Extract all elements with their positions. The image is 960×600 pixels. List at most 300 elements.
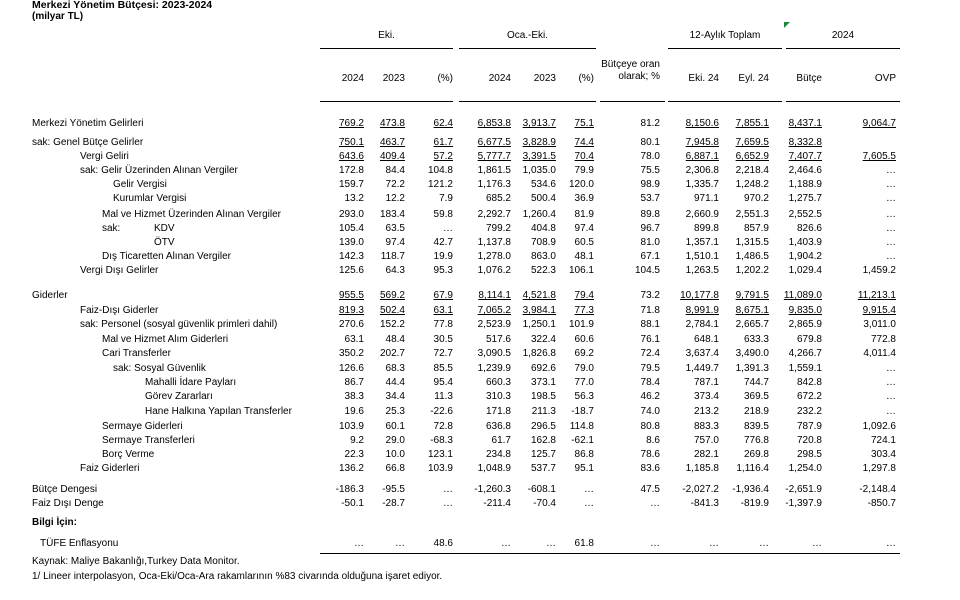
table-cell: -70.4 [533,498,556,509]
table-cell: 3,913.7 [522,118,556,129]
table-cell: 1,035.0 [522,165,556,176]
row-label: sak: [102,223,121,234]
table-cell: 48.4 [385,334,405,345]
table-cell: 970.2 [743,193,769,204]
table-cell: 97.4 [385,237,405,248]
table-cell: 269.8 [743,449,769,460]
table-cell: 373.4 [693,391,719,402]
table-cell: 232.2 [796,406,822,417]
table-cell: 95.1 [574,463,594,474]
table-cell: 22.3 [344,449,364,460]
table-cell: 120.0 [568,179,594,190]
table-cell: 720.8 [796,435,822,446]
table-cell: 103.9 [338,421,364,432]
row-label: sak: Genel Bütçe Gelirler [32,137,144,148]
table-cell: 8,991.9 [685,305,719,316]
table-cell: … [812,538,822,549]
column-group-header: Oca.-Eki. [506,30,549,41]
table-cell: 1,278.0 [477,251,511,262]
table-cell: 9,915.4 [862,305,896,316]
table-cell: 679.8 [796,334,822,345]
column-group-header: 12-Aylık Toplam [689,30,761,41]
table-cell: 202.7 [379,348,405,359]
row-label: Sermaye Giderleri [102,421,183,432]
table-cell: 88.1 [640,319,660,330]
table-cell: 11.3 [434,391,453,402]
table-cell: 10.0 [385,449,405,460]
cell-comment-marker [784,22,790,28]
table-cell: 1,239.9 [477,363,511,374]
table-cell: 96.7 [640,223,660,234]
table-cell: 2,551.3 [735,209,769,220]
table-cell: 74.0 [640,406,660,417]
table-cell: … [584,498,594,509]
table-cell: 162.8 [530,435,556,446]
table-cell: 1,250.1 [522,319,556,330]
column-header: (%) [437,73,453,84]
table-cell: 72.7 [433,348,453,359]
table-cell: 13.2 [344,193,364,204]
table-cell: 3,984.1 [522,305,556,316]
table-cell: -186.3 [335,484,364,495]
column-header: Eyl. 24 [738,73,769,84]
table-cell: 80.8 [640,421,660,432]
row-label: Cari Transferler [102,348,171,359]
table-cell: 1,248.2 [735,179,769,190]
table-cell: 537.7 [530,463,556,474]
table-cell: 71.8 [640,305,660,316]
table-cell: 10,177.8 [680,290,719,301]
table-cell: 61.7 [433,137,453,148]
table-cell: -1,397.9 [785,498,822,509]
row-label: Bütçe Dengesi [32,484,98,495]
table-cell: 842.8 [796,377,822,388]
column-header: 2023 [382,73,405,84]
table-cell: 463.7 [379,137,405,148]
table-cell: 81.0 [640,237,660,248]
table-cell: -608.1 [527,484,556,495]
table-cell: 171.8 [485,406,511,417]
table-cell: 7,605.5 [862,151,896,162]
table-cell: … [443,484,453,495]
table-cell: 83.6 [640,463,660,474]
table-cell: -62.1 [571,435,594,446]
table-cell: 1,275.7 [788,193,822,204]
table-cell: 86.7 [344,377,364,388]
table-cell: 1,263.5 [685,265,719,276]
table-cell: 11,089.0 [783,290,822,301]
table-cell: … [443,498,453,509]
column-header: 2024 [488,73,511,84]
table-cell: 8,437.1 [788,118,822,129]
table-cell: 38.3 [344,391,364,402]
row-label: ÖTV [154,237,175,248]
table-cell: … [759,538,769,549]
table-cell: 303.4 [870,449,896,460]
table-cell: 136.2 [338,463,364,474]
table-cell: 7.9 [439,193,453,204]
row-label: Bilgi İçin: [32,517,77,528]
table-cell: 3,090.5 [477,348,511,359]
table-cell: 769.2 [338,118,364,129]
table-cell: 1,185.8 [685,463,719,474]
table-cell: 1,357.1 [685,237,719,248]
table-cell: 60.6 [574,334,594,345]
table-cell: 787.9 [796,421,822,432]
column-header: Bütçe [796,73,822,84]
table-cell: 2,552.5 [788,209,822,220]
row-label: Mal ve Hizmet Alım Giderleri [102,334,229,345]
table-cell: 819.3 [338,305,364,316]
table-cell: 2,523.9 [477,319,511,330]
table-cell: 8.6 [646,435,660,446]
table-cell: 1,826.8 [522,348,556,359]
table-cell: -2,148.4 [859,484,896,495]
table-cell: -2,027.2 [682,484,719,495]
column-header: 2024 [341,73,364,84]
row-label: Mal ve Hizmet Üzerinden Alınan Vergiler [102,209,281,220]
table-cell: 1,510.1 [685,251,719,262]
table-cell: 59.8 [433,209,453,220]
table-cell: 48.1 [574,251,594,262]
table-cell: 373.1 [530,377,556,388]
table-cell: 118.7 [380,251,405,262]
table-cell: 6,887.1 [685,151,719,162]
column-header: 2023 [533,73,556,84]
table-cell: 56.3 [574,391,594,402]
table-cell: … [395,538,405,549]
table-cell: 106.1 [568,265,594,276]
row-label: Vergi Dışı Gelirler [80,265,159,276]
table-cell: 61.8 [574,538,594,549]
table-cell: 78.0 [640,151,660,162]
column-header: OVP [874,73,896,84]
row-label: Giderler [32,290,68,301]
table-cell: 3,828.9 [522,137,556,148]
table-cell: 53.7 [640,193,660,204]
table-cell: … [584,484,594,495]
table-unit: (milyar TL) [32,11,84,22]
table-cell: 101.9 [568,319,594,330]
table-cell: … [650,538,660,549]
table-cell: 3,490.0 [735,348,769,359]
table-cell: 1,559.1 [788,363,822,374]
table-cell: … [886,193,896,204]
table-cell: 2,665.7 [735,319,769,330]
row-label: Hane Halkına Yapılan Transferler [145,406,292,417]
table-cell: 62.4 [433,118,453,129]
table-cell: 104.5 [634,265,660,276]
table-cell: … [546,538,556,549]
table-cell: 80.1 [640,137,660,148]
column-group-header: 2024 [831,30,855,41]
table-cell: 1,335.7 [685,179,719,190]
table-cell: 473.8 [379,118,405,129]
table-cell: 98.9 [640,179,660,190]
rule-line [786,48,900,49]
row-label: Faiz Giderleri [80,463,140,474]
table-cell: -18.7 [571,406,594,417]
table-cell: 105.4 [338,223,364,234]
table-cell: 2,865.9 [788,319,822,330]
table-cell: 310.3 [485,391,511,402]
table-cell: 971.1 [693,193,719,204]
table-cell: … [886,209,896,220]
table-cell: 4,521.8 [522,290,556,301]
table-cell: … [354,538,364,549]
table-cell: 3,637.4 [685,348,719,359]
table-cell: 6,853.8 [477,118,511,129]
table-cell: 8,150.6 [685,118,719,129]
table-cell: 139.0 [338,237,364,248]
table-cell: 404.8 [530,223,556,234]
column-group-header: Eki. [378,30,395,41]
table-cell: 198.5 [530,391,556,402]
rule-line [459,48,596,49]
table-cell: 60.5 [574,237,594,248]
table-cell: 4,011.4 [863,348,896,359]
table-cell: 79.0 [574,363,594,374]
table-cell: 643.6 [338,151,364,162]
table-cell: 1,076.2 [477,265,511,276]
table-cell: … [501,538,511,549]
table-cell: 97.4 [574,223,594,234]
table-cell: 1,459.2 [862,265,896,276]
table-cell: 42.7 [433,237,453,248]
table-cell: 69.2 [574,348,594,359]
table-cell: 126.6 [338,363,364,374]
table-cell: -2,651.9 [785,484,822,495]
table-cell: 79.5 [640,363,660,374]
table-cell: 89.8 [640,209,660,220]
table-cell: 79.9 [574,165,594,176]
table-cell: 6,677.5 [477,137,511,148]
table-cell: 883.3 [693,421,719,432]
table-cell: 19.9 [433,251,453,262]
table-cell: … [443,223,453,234]
table-cell: … [886,406,896,417]
table-cell: -28.7 [382,498,405,509]
table-cell: 1,315.5 [735,237,769,248]
table-cell: 522.3 [530,265,556,276]
table-cell: 63.5 [385,223,405,234]
table-cell: 899.8 [693,223,719,234]
table-cell: 1,048.9 [477,463,511,474]
table-cell: 159.7 [338,179,364,190]
table-cell: 9,791.5 [735,290,769,301]
row-label: Borç Verme [102,449,155,460]
table-cell: 114.8 [569,421,594,432]
table-cell: 152.2 [379,319,405,330]
table-cell: 57.2 [433,151,453,162]
table-cell: … [886,377,896,388]
table-cell: -50.1 [341,498,364,509]
table-cell: 9.2 [350,435,364,446]
table-cell: 36.9 [574,193,594,204]
row-label: sak: Gelir Üzerinden Alınan Vergiler [80,165,238,176]
table-cell: … [886,363,896,374]
table-cell: 517.6 [485,334,511,345]
table-cell: 1,260.4 [522,209,556,220]
table-cell: 7,659.5 [735,137,769,148]
table-cell: 72.4 [640,348,660,359]
table-cell: 409.4 [379,151,405,162]
table-cell: 30.5 [433,334,453,345]
table-cell: 293.0 [338,209,364,220]
table-cell: 955.5 [338,290,364,301]
table-cell: 60.1 [385,421,405,432]
table-cell: 63.1 [433,305,453,316]
table-cell: 633.3 [743,334,769,345]
table-cell: 7,065.2 [477,305,511,316]
table-cell: 1,297.8 [862,463,896,474]
table-cell: 2,292.7 [477,209,511,220]
table-cell: 744.7 [743,377,769,388]
table-cell: -841.3 [690,498,719,509]
row-label: KDV [154,223,175,234]
table-cell: 9,835.0 [788,305,822,316]
table-cell: 1,188.9 [788,179,822,190]
table-cell: 724.1 [870,435,896,446]
table-cell: 103.9 [427,463,453,474]
table-cell: 11,213.1 [857,290,896,301]
table-cell: 7,945.8 [685,137,719,148]
table-cell: -1,936.4 [732,484,769,495]
table-cell: 79.4 [574,290,594,301]
table-cell: 3,391.5 [522,151,556,162]
table-cell: 757.0 [693,435,719,446]
table-cell: 2,218.4 [735,165,769,176]
table-cell: -819.9 [740,498,769,509]
table-cell: 72.8 [433,421,453,432]
table-cell: … [886,391,896,402]
table-cell: 648.1 [693,334,719,345]
table-cell: … [709,538,719,549]
row-label: Merkezi Yönetim Gelirleri [32,118,144,129]
table-cell: 213.2 [693,406,719,417]
table-cell: 787.1 [693,377,719,388]
table-cell: 46.2 [640,391,660,402]
table-cell: 123.1 [427,449,453,460]
row-label: Mahalli İdare Payları [145,377,237,388]
table-cell: 322.4 [530,334,556,345]
rule-line [786,101,900,102]
table-cell: -850.7 [867,498,896,509]
rule-line [320,101,453,102]
row-label: sak: Sosyal Güvenlik [113,363,206,374]
table-cell: 81.9 [574,209,594,220]
table-cell: … [886,165,896,176]
table-cell: 569.2 [379,290,405,301]
row-label: sak: Personel (sosyal güvenlik primleri dahil) [80,319,278,330]
table-cell: 172.8 [338,165,364,176]
table-cell: 1,176.3 [477,179,511,190]
table-cell: … [886,237,896,248]
table-cell: 1,254.0 [788,463,822,474]
table-cell: 8,332.8 [788,137,822,148]
table-cell: 78.6 [640,449,660,460]
table-cell: 2,784.1 [685,319,719,330]
row-label: Görev Zararları [145,391,213,402]
table-cell: 183.4 [379,209,405,220]
table-cell: 85.5 [433,363,453,374]
table-cell: 84.4 [385,165,405,176]
table-cell: 125.7 [530,449,556,460]
row-label: Dış Ticaretten Alınan Vergiler [102,251,231,262]
column-header: Bütçeye oran olarak; % [601,59,660,82]
row-label: TÜFE Enflasyonu [40,538,119,549]
table-cell: 863.0 [530,251,556,262]
table-cell: 75.5 [640,165,660,176]
table-cell: 1,861.5 [477,165,511,176]
table-cell: 8,675.1 [735,305,769,316]
table-cell: 708.9 [530,237,556,248]
table-cell: 799.2 [485,223,511,234]
table-cell: 1,202.2 [735,265,769,276]
table-cell: 7,855.1 [735,118,769,129]
table-cell: 61.7 [491,435,511,446]
table-cell: 74.4 [574,137,594,148]
table-cell: 857.9 [743,223,769,234]
table-cell: 500.4 [530,193,556,204]
table-cell: 63.1 [344,334,364,345]
rule-line [320,553,900,554]
row-label: Gelir Vergisi [113,179,167,190]
table-cell: 298.5 [796,449,822,460]
table-cell: 64.3 [385,265,405,276]
table-cell: 1,391.3 [735,363,769,374]
rule-line [668,48,782,49]
table-cell: … [886,251,896,262]
table-cell: 81.2 [640,118,660,129]
table-cell: 86.8 [574,449,594,460]
table-cell: 48.6 [433,538,453,549]
row-label: Vergi Geliri [80,151,129,162]
table-cell: 142.3 [338,251,364,262]
table-cell: 826.6 [796,223,822,234]
table-cell: 2,464.6 [788,165,822,176]
table-cell: 672.2 [796,391,822,402]
table-cell: 66.8 [385,463,405,474]
table-cell: -68.3 [430,435,453,446]
table-cell: 1,137.8 [477,237,511,248]
table-cell: 282.1 [693,449,719,460]
footnote-interpolation: 1/ Lineer interpolasyon, Oca-Eki/Oca-Ara rakamlarının %83 civarında olduğuna işaret ediyor. [32,571,443,582]
table-cell: 68.3 [385,363,405,374]
table-cell: … [886,538,896,549]
table-cell: 77.0 [574,377,594,388]
column-header: Eki. 24 [688,73,719,84]
table-cell: 636.8 [485,421,511,432]
table-cell: 296.5 [530,421,556,432]
table-cell: … [886,223,896,234]
table-cell: 6,652.9 [735,151,769,162]
row-label: Kurumlar Vergisi [113,193,187,204]
table-cell: 369.5 [743,391,769,402]
table-cell: 270.6 [338,319,364,330]
rule-line [320,48,453,49]
table-cell: 8,114.1 [478,290,511,301]
table-cell: 104.8 [427,165,453,176]
table-cell: … [886,179,896,190]
table-cell: 1,486.5 [735,251,769,262]
table-cell: -95.5 [382,484,405,495]
table-cell: 95.3 [433,265,453,276]
rule-line [668,101,782,102]
table-cell: 47.5 [640,484,660,495]
table-cell: 776.8 [743,435,769,446]
table-cell: 750.1 [338,137,364,148]
